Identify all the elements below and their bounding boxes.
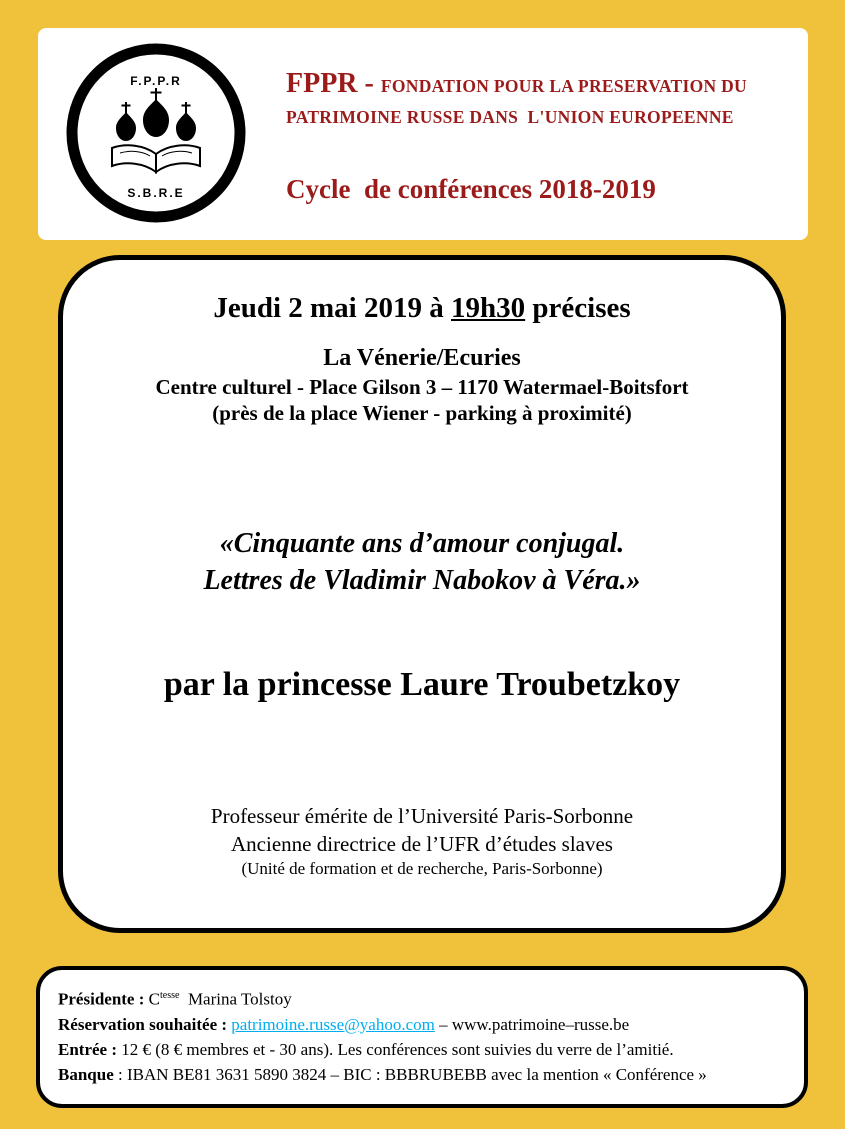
reservation-line: [58, 1012, 794, 1037]
speaker-bio-line2: Ancienne directrice de l’UFR d’études slaves: [231, 831, 613, 856]
entry-text: 12 € (8 € membres et - 30 ans). Les conférences sont suivies du verre de l’amitié.: [121, 1039, 674, 1059]
bank-label: Banque: [58, 1064, 114, 1084]
president-label: Présidente :: [58, 989, 149, 1009]
president-name: Marina Tolstoy: [179, 989, 292, 1009]
talk-title-line2: Lettres de Vladimir Nabokov à Véra.»: [203, 564, 641, 596]
org-abbr: FPPR -: [286, 68, 381, 99]
speaker-name: par la princesse Laure Troubetzkoy: [163, 665, 681, 703]
venue-note: (près de la place Wiener - parking à proximité): [212, 401, 632, 425]
header-panel: [38, 28, 808, 240]
website-separator: –: [434, 1014, 452, 1034]
speaker-bio-line1: Professeur émérite de l’Université Paris-Sorbonne: [210, 803, 634, 828]
speaker-bio-line3: (Unité de formation et de recherche, Paris-Sorbonne): [241, 858, 603, 878]
president-title: C: [148, 989, 160, 1009]
bank-line: [58, 1062, 794, 1087]
event-time: 19h30: [451, 292, 526, 324]
fppr-logo: [64, 41, 248, 225]
talk-title-line1: «Cinquante ans d’amour conjugal.: [219, 528, 625, 559]
bank-text: : IBAN BE81 3631 5890 3824 – BIC : BBBRUBEBB avec la mention « Conférence »: [113, 1064, 707, 1084]
venue-name: La Vénerie/Ecuries: [323, 345, 521, 371]
logo-bottom-text: S.B.R.E: [127, 186, 185, 200]
website-text: www.patrimoine–russe.be: [451, 1014, 630, 1034]
conference-series-title: Cycle de conférences 2018-2019: [286, 174, 656, 204]
talk-title: [63, 526, 781, 600]
president-title-sup: tesse: [159, 990, 180, 1001]
org-name-text1: FONDATION POUR LA PRESERVATION DU: [380, 76, 747, 96]
event-box: [58, 255, 786, 933]
org-name-line2: PATRIMOINE RUSSE DANS L'UNION EUROPEENNE: [286, 107, 734, 127]
event-date-post: précises: [525, 292, 631, 324]
entry-line: [58, 1037, 794, 1062]
org-name-line1: [286, 68, 791, 100]
logo-top-text: F.P.P.R: [130, 74, 182, 88]
email-link[interactable]: patrimoine.russe@yahoo.com: [231, 1014, 435, 1034]
info-box: [36, 966, 808, 1108]
event-date-pre: Jeudi 2 mai 2019 à: [213, 292, 451, 324]
entry-label: Entrée :: [58, 1039, 122, 1059]
event-date: [63, 292, 781, 325]
venue-address: Centre culturel - Place Gilson 3 – 1170 Watermael-Boitsfort: [155, 375, 689, 399]
org-title: [286, 68, 791, 128]
president-line: [58, 983, 794, 1012]
reservation-label: Réservation souhaitée :: [58, 1014, 232, 1034]
